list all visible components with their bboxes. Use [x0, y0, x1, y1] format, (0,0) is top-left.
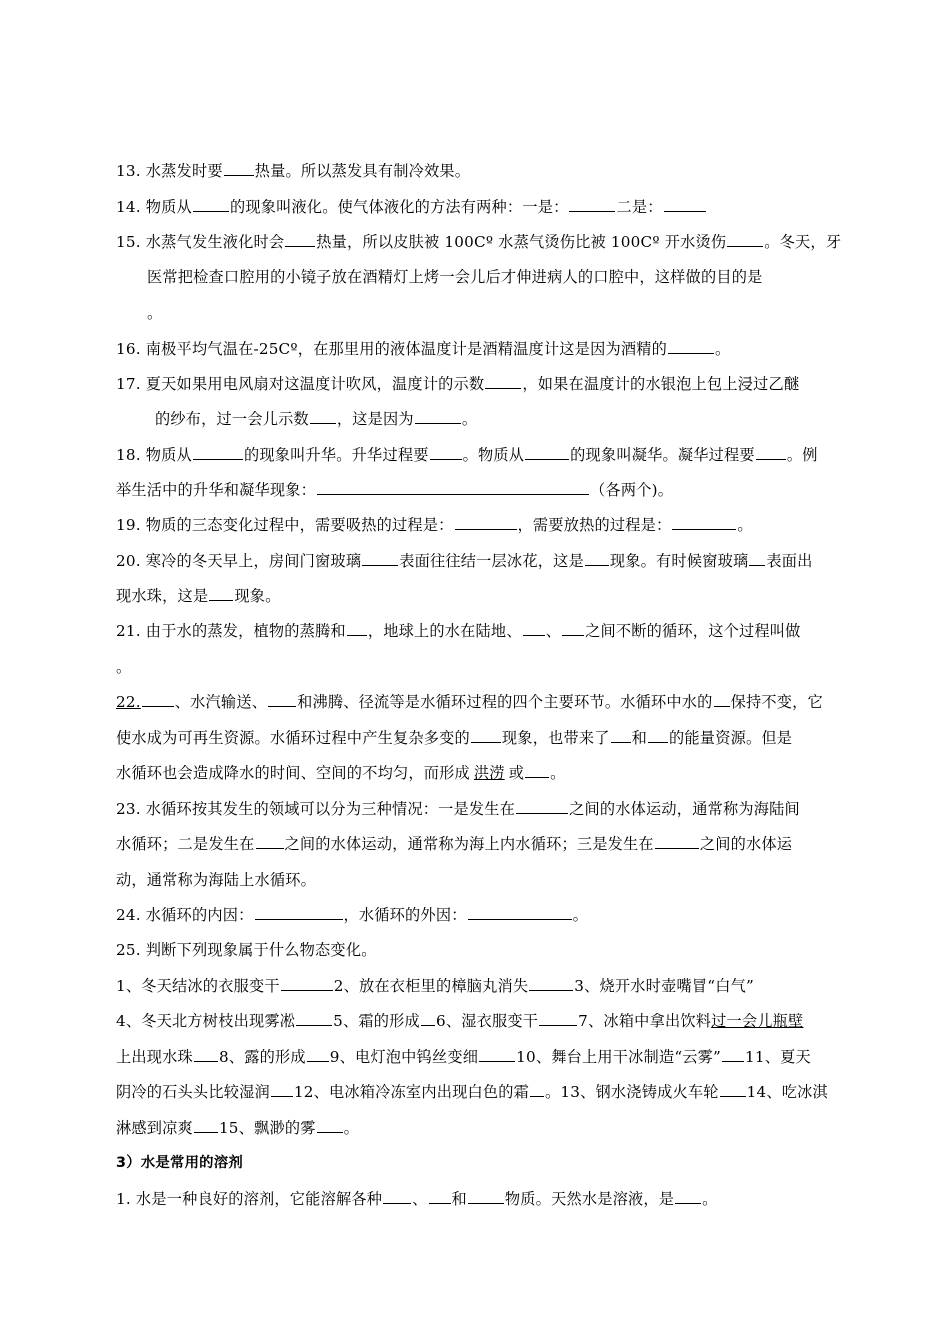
answer-blank[interactable]: [468, 904, 572, 920]
answer-blank[interactable]: [485, 373, 521, 389]
question-22-line-3: 水循环也会造成降水的时间、空间的不均匀，而形成 洪涝 或 。: [116, 764, 566, 782]
answer-blank[interactable]: [529, 975, 573, 991]
answer-blank[interactable]: [194, 1046, 218, 1062]
answer-blank[interactable]: [471, 727, 501, 743]
answer-blank[interactable]: [429, 1188, 451, 1204]
question-22-line-2: 使水成为可再生资源。水循环过程中产生复杂多变的 现象，也带来了 和 的能量资源。但是: [116, 729, 793, 747]
answer-blank[interactable]: [569, 196, 615, 212]
answer-blank[interactable]: [347, 620, 367, 636]
answer-blank[interactable]: [530, 1081, 544, 1097]
answer-blank[interactable]: [455, 514, 517, 530]
answer-blank[interactable]: [255, 904, 343, 920]
question-20-line-2: 现水珠，这是 现象。: [116, 587, 281, 605]
answer-blank[interactable]: [675, 1188, 701, 1204]
answer-blank[interactable]: [668, 338, 714, 354]
answer-blank[interactable]: [727, 231, 763, 247]
answer-blank[interactable]: [749, 550, 765, 566]
question-15: 15. 水蒸气发生液化时会 热量，所以皮肤被 100Cº 水蒸气烫伤比被 100Cº 开水烫伤 。冬天，牙: [116, 233, 842, 251]
answer-blank[interactable]: [256, 833, 284, 849]
answer-blank[interactable]: [468, 1188, 504, 1204]
answer-blank[interactable]: [296, 1010, 332, 1026]
answer-blank[interactable]: [317, 1117, 343, 1133]
question-23: 23. 水循环按其发生的领域可以分为三种情况：一是发生在 之间的水体运动，通常称为海陆间: [116, 800, 800, 818]
answer-blank[interactable]: [525, 762, 549, 778]
question-17-line-2: 的纱布，过一会儿示数 ，这是因为 。: [155, 410, 478, 428]
answer-blank[interactable]: [194, 1117, 218, 1133]
answer-blank[interactable]: [648, 727, 668, 743]
answer-blank[interactable]: [142, 691, 174, 707]
section-heading: 3）水是常用的溶剂: [116, 1155, 243, 1171]
answer-blank[interactable]: [224, 160, 254, 176]
answer-blank[interactable]: [672, 514, 736, 530]
question-20: 20. 寒冷的冬天早上，房间门窗玻璃 表面往往结一层冰花，这是 现象。有时候窗玻璃 表面出: [116, 552, 813, 570]
answer-blank[interactable]: [655, 833, 699, 849]
answer-blank[interactable]: [562, 620, 584, 636]
answer-blank[interactable]: [281, 975, 333, 991]
answer-blank[interactable]: [362, 550, 398, 566]
answer-blank[interactable]: [664, 196, 706, 212]
question-17: 17. 夏天如果用电风扇对这温度计吹风，温度计的示数 ，如果在温度计的水银泡上包上浸过乙醚: [116, 375, 800, 393]
answer-blank[interactable]: [523, 620, 545, 636]
answer-blank[interactable]: [720, 1081, 746, 1097]
answer-blank[interactable]: [611, 727, 631, 743]
question-25-line-5: 淋感到凉爽 15、飘渺的雾 。: [116, 1119, 359, 1137]
question-15-line-3: 。: [147, 304, 163, 322]
answer-blank[interactable]: [193, 196, 229, 212]
answer-blank[interactable]: [271, 1081, 293, 1097]
answer-blank[interactable]: [383, 1188, 411, 1204]
question-25-line-3: 上出现水珠 8、露的形成 9、电灯泡中钨丝变细 10、舞台上用干冰制造“云雾” 11、夏天: [116, 1048, 811, 1066]
question-18-line-2: 举生活中的升华和凝华现象： （各两个)。: [116, 481, 674, 499]
answer-blank[interactable]: [479, 1046, 515, 1062]
answer-blank[interactable]: [268, 691, 296, 707]
question-21: 21. 由于水的蒸发，植物的蒸腾和 ，地球上的水在陆地、 、 之间不断的循环，这个过程叫做: [116, 622, 801, 640]
answer-blank[interactable]: [722, 1046, 744, 1062]
question-15-line-2: 医常把检查口腔用的小镜子放在酒精灯上烤一会儿后才伸进病人的口腔中，这样做的目的是: [147, 268, 763, 286]
question-18: 18. 物质从 的现象叫升华。升华过程要 。物质从 的现象叫凝华。凝华过程要 。例: [116, 446, 818, 464]
answer-blank[interactable]: [585, 550, 609, 566]
question-22: 22. 、水汽输送、 和沸腾、径流等是水循环过程的四个主要环节。水循环中水的 保持不变，它: [116, 693, 823, 711]
answer-blank[interactable]: [430, 444, 462, 460]
question-16: 16. 南极平均气温在-25Cº，在那里用的液体温度计是酒精温度计这是因为酒精的 。: [116, 340, 731, 358]
answer-blank[interactable]: [415, 408, 461, 424]
answer-blank[interactable]: [193, 444, 243, 460]
answer-blank[interactable]: [317, 479, 589, 495]
question-24: 24. 水循环的内因： ，水循环的外因： 。: [116, 906, 588, 924]
answer-blank[interactable]: [714, 691, 730, 707]
answer-blank[interactable]: [539, 1010, 577, 1026]
answer-blank[interactable]: [756, 444, 786, 460]
answer-blank[interactable]: [285, 231, 315, 247]
question-25-line-1: 1、冬天结冰的衣服变干 2、放在衣柜里的樟脑丸消失 3、烧开水时壶嘴冒“白气”: [116, 977, 754, 995]
answer-blank[interactable]: [209, 585, 233, 601]
question-25-line-4: 阴冷的石头头比较湿润 12、电冰箱冷冻室内出现白色的霜 。13、钢水浇铸成火车轮 14、吃冰淇: [116, 1083, 828, 1101]
question-25-line-2: 4、冬天北方树枝出现雾凇 5、霜的形成 6、湿衣服变干 7、冰箱中拿出饮料过一会儿瓶壁: [116, 1012, 804, 1030]
question-23-line-2: 水循环；二是发生在 之间的水体运动，通常称为海上内水循环；三是发生在 之间的水体运: [116, 835, 793, 853]
question-14: 14. 物质从 的现象叫液化。使气体液化的方法有两种：一是： 二是：: [116, 196, 840, 218]
answer-blank[interactable]: [421, 1010, 435, 1026]
question-23-line-3: 动，通常称为海陆上水循环。: [116, 871, 317, 889]
answer-blank[interactable]: [307, 1046, 329, 1062]
question-13: 13. 水蒸发时要 热量。所以蒸发具有制冷效果。: [116, 162, 471, 180]
question-25: 25. 判断下列现象属于什么物态变化。: [116, 941, 377, 959]
answer-blank[interactable]: [525, 444, 569, 460]
question-21-line-2: 。: [116, 658, 132, 676]
answer-blank[interactable]: [516, 798, 568, 814]
answer-blank[interactable]: [310, 408, 336, 424]
section-3-question-1: 1. 水是一种良好的溶剂，它能溶解各种 、 和 物质。天然水是溶液，是 。: [116, 1190, 718, 1208]
question-19: 19. 物质的三态变化过程中，需要吸热的过程是： ，需要放热的过程是： 。: [116, 516, 753, 534]
